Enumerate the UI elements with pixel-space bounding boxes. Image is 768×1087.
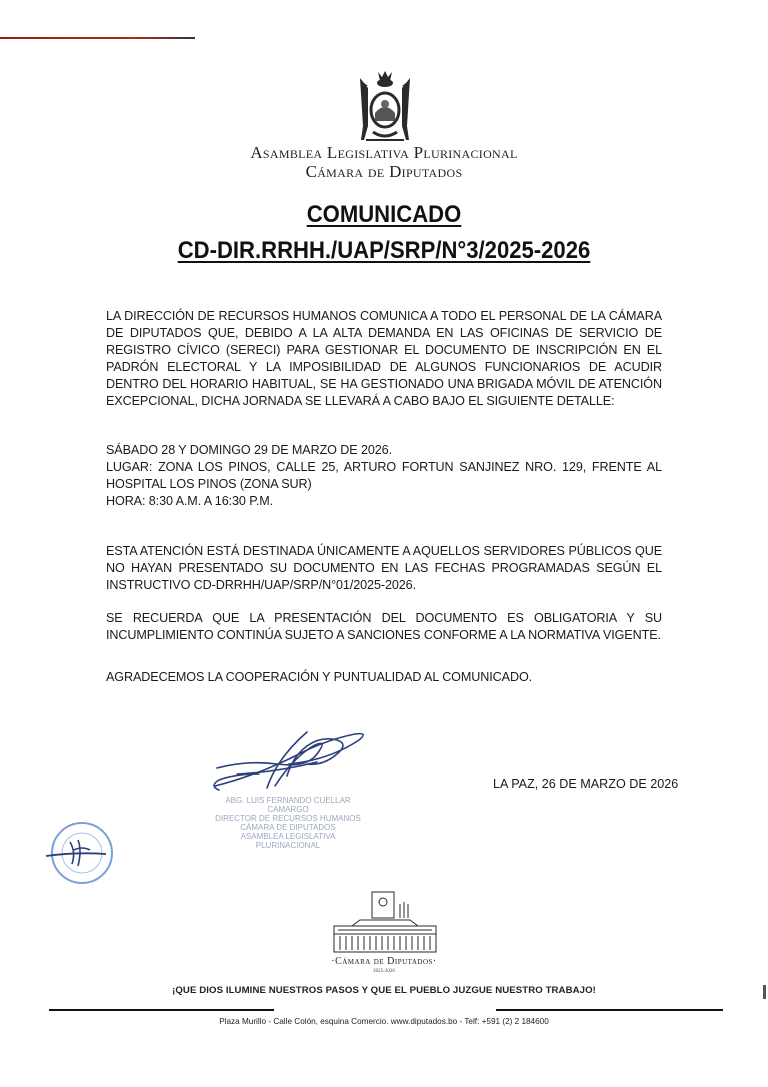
- footer-caption: ·Cámara de Diputados·: [331, 956, 437, 967]
- intro-paragraph: [106, 308, 662, 410]
- institution-name: Asamblea Legislativa Plurinacional: [250, 143, 518, 162]
- official-seal-icon: [44, 818, 114, 888]
- legislative-palace-icon: [330, 890, 440, 956]
- contact-address: Plaza Murillo - Calle Colón, esquina Comercio. www.diputados.bo - Telf: +591 (2) 2 184600: [219, 1017, 549, 1026]
- event-time: HORA: 8:30 A.M. A 16:30 P.M.: [106, 494, 274, 508]
- thanks-paragraph: [106, 669, 662, 686]
- footer-divider-left: [49, 1009, 274, 1011]
- footer-divider-right: [496, 1009, 723, 1011]
- eligibility-text: ESTA ATENCIÓN ESTÁ DESTINADA ÚNICAMENTE A AQUELLOS SERVIDORES PÚBLICOS QUE NO HAYAN PRESENTADO SU DOCUMENTO EN LAS FECHAS PROGRAMADAS SEGÚN EL INSTRUCTIVO CD-DRRHH/UAP/SRP/N°01/2025-2026.: [106, 544, 662, 592]
- place-and-date: LA PAZ, 26 DE MARZO DE 2026: [493, 777, 679, 791]
- event-date: SÁBADO 28 Y DOMINGO 29 DE MARZO DE 2026.: [106, 443, 392, 457]
- obligation-text: SE RECUERDA QUE LA PRESENTACIÓN DEL DOCUMENTO ES OBLIGATORIA Y SU INCUMPLIMIENTO CONTINÚA SUJETO A SANCIONES CONFORME A LA NORMATIVA VIGENTE.: [106, 611, 662, 642]
- top-red-rule: [0, 37, 195, 39]
- signatory-chamber: CÁMARA DE DIPUTADOS: [240, 823, 336, 832]
- chamber-name: Cámara de Diputados: [305, 162, 463, 181]
- eligibility-paragraph: [106, 543, 662, 594]
- signatory-stamp: [208, 796, 368, 850]
- signatory-position: DIRECTOR DE RECURSOS HUMANOS: [215, 814, 361, 823]
- event-details: [106, 442, 662, 510]
- signatory-assembly: ASAMBLEA LEGISLATIVA PLURINACIONAL: [240, 832, 336, 850]
- scan-edge-mark: [763, 985, 766, 999]
- handwritten-signature-icon: [207, 728, 377, 798]
- document-title: COMUNICADO: [306, 201, 462, 228]
- intro-text: LA DIRECCIÓN DE RECURSOS HUMANOS COMUNICA A TODO EL PERSONAL DE LA CÁMARA DE DIPUTADOS QUE, DEBIDO A LA ALTA DEMANDA EN LAS OFICINAS DE SERVICIO DE REGISTRO CÍVICO (SERECI) PARA GESTIONAR EL DOCUMENTO DE INSCRIPCIÓN EN EL PADRÓN ELECTORAL Y LA IMPOSIBILIDAD DE ALGUNOS FUNCIONARIOS DE ACUDIR DENTRO DEL HORARIO HABITUAL, SE HA GESTIONADO UNA BRIGADA MÓVIL DE ATENCIÓN EXCEPCIONAL, DICHA JORNADA SE LLEVARÁ A CABO BAJO EL SIGUIENTE DETALLE:: [106, 309, 662, 408]
- institutional-motto: ¡QUE DIOS ILUMINE NUESTROS PASOS Y QUE EL PUEBLO JUZGUE NUESTRO TRABAJO!: [172, 985, 596, 996]
- thanks-text: AGRADECEMOS LA COOPERACIÓN Y PUNTUALIDAD AL COMUNICADO.: [106, 670, 533, 684]
- obligation-paragraph: [106, 610, 662, 644]
- bolivia-coat-of-arms-icon: [356, 68, 414, 146]
- document-reference-code: CD-DIR.RRHH./UAP/SRP/N°3/2025-2026: [177, 237, 591, 264]
- event-place: LUGAR: ZONA LOS PINOS, CALLE 25, ARTURO FORTUN SANJINEZ NRO. 129, FRENTE AL HOSPITAL LOS PINOS (ZONA SUR): [106, 460, 662, 491]
- footer-years: 2025-2026: [373, 969, 395, 974]
- signatory-name: ABG. LUIS FERNANDO CUELLAR CAMARGO: [225, 796, 351, 814]
